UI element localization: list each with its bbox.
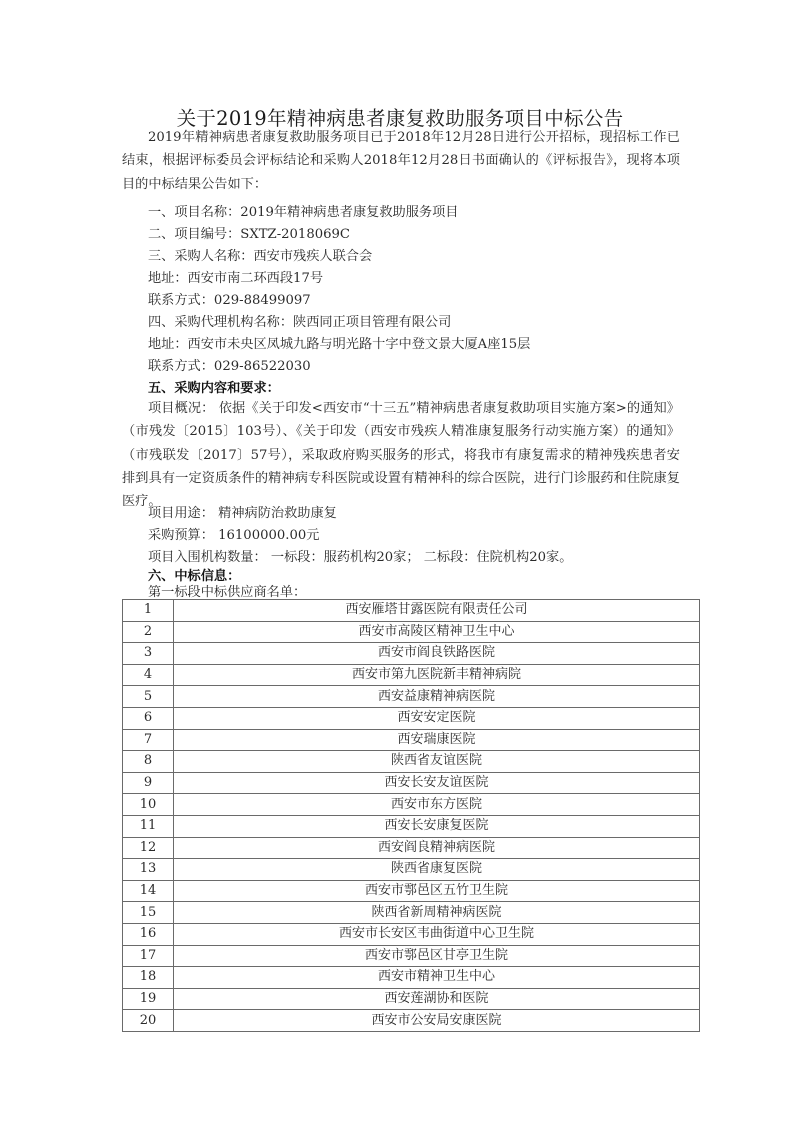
- row-number: 13: [123, 859, 174, 881]
- row-number: 12: [123, 837, 174, 859]
- project-usage: 项目用途： 精神病防治救助康复: [148, 506, 337, 521]
- row-number: 2: [123, 621, 174, 643]
- table-row: [123, 1010, 700, 1032]
- table-row: [123, 707, 700, 729]
- row-number: 14: [123, 880, 174, 902]
- supplier-name: 西安市第九医院新丰精神病院: [174, 664, 700, 686]
- table-row: [123, 988, 700, 1010]
- table-row: [123, 815, 700, 837]
- agency-contact: 联系方式：029-86522030: [148, 359, 311, 374]
- project-number: 二、项目编号：SXTZ-2018069C: [148, 227, 350, 242]
- supplier-name: 西安安定医院: [174, 707, 700, 729]
- table-row: [123, 902, 700, 924]
- supplier-name: 西安市高陵区精神卫生中心: [174, 621, 700, 643]
- table-row: [123, 729, 700, 751]
- row-number: 15: [123, 902, 174, 924]
- row-number: 20: [123, 1010, 174, 1032]
- supplier-name: 西安长安友谊医院: [174, 772, 700, 794]
- agency-address: 地址：西安市未央区凤城九路与明光路十字中登文景大厦A座15层: [148, 337, 531, 352]
- supplier-name: 西安市鄠邑区甘亭卫生院: [174, 945, 700, 967]
- table-row: [123, 621, 700, 643]
- row-number: 3: [123, 643, 174, 665]
- row-number: 17: [123, 945, 174, 967]
- table-row: [123, 880, 700, 902]
- supplier-name: 西安瑞康医院: [174, 729, 700, 751]
- project-budget: 采购预算： 16100000.00元: [148, 528, 320, 543]
- row-number: 4: [123, 664, 174, 686]
- supplier-name: 西安市长安区韦曲街道中心卫生院: [174, 923, 700, 945]
- supplier-name: 西安市东方医院: [174, 794, 700, 816]
- table-caption: 第一标段中标供应商名单：: [148, 585, 307, 600]
- row-number: 19: [123, 988, 174, 1010]
- supplier-name: 西安莲湖协和医院: [174, 988, 700, 1010]
- table-row: [123, 923, 700, 945]
- document-title: 关于2019年精神病患者康复救助服务项目中标公告: [176, 107, 624, 130]
- table-row: [123, 794, 700, 816]
- table-row: [123, 859, 700, 881]
- row-number: 9: [123, 772, 174, 794]
- overview-paragraph: 项目概况： 依据《关于印发<西安市“十三五”精神病患者康复救助项目实施方案>的通知》（市残发〔2015〕103号）、《关于印发（西安市残疾人精准康复服务行动实施方案）的通知》（市残联发〔2017〕57号），采取政府购买服务的形式，将我市有康复需求的精神残疾患者安排到具有一定资质条件的精神病专科医院或设置有精神科的综合医院，进行门诊服药和住院康复医疗。: [122, 401, 680, 510]
- row-number: 7: [123, 729, 174, 751]
- table-row: [123, 772, 700, 794]
- purchaser-name: 三、采购人名称：西安市残疾人联合会: [148, 249, 373, 264]
- row-number: 11: [123, 815, 174, 837]
- row-number: 16: [123, 923, 174, 945]
- supplier-name: 西安市鄠邑区五竹卫生院: [174, 880, 700, 902]
- table-row: [123, 945, 700, 967]
- row-number: 18: [123, 967, 174, 989]
- table-row: [123, 643, 700, 665]
- agency-name: 四、采购代理机构名称：陕西同正项目管理有限公司: [148, 315, 452, 330]
- supplier-table: [122, 599, 700, 1032]
- project-name: 一、项目名称：2019年精神病患者康复救助服务项目: [148, 205, 459, 220]
- supplier-name: 西安市公安局安康医院: [174, 1010, 700, 1032]
- table-row: [123, 600, 700, 622]
- supplier-name: 西安雁塔甘露医院有限责任公司: [174, 600, 700, 622]
- supplier-name: 陕西省新周精神病医院: [174, 902, 700, 924]
- purchaser-address: 地址：西安市南二环西段17号: [148, 271, 324, 286]
- table-row: [123, 967, 700, 989]
- intro-paragraph: 2019年精神病患者康复救助服务项目已于2018年12月28日进行公开招标，现招标工作已结束，根据评标委员会评标结论和采购人2018年12月28日书面确认的《评标报告》，现将本项目的中标结果公告如下：: [122, 130, 680, 192]
- row-number: 8: [123, 751, 174, 773]
- row-number: 10: [123, 794, 174, 816]
- supplier-name: 陕西省友谊医院: [174, 751, 700, 773]
- institution-count: 项目入围机构数量： 一标段：服药机构20家； 二标段：住院机构20家。: [148, 550, 573, 565]
- table-row: [123, 664, 700, 686]
- supplier-name: 西安阎良精神病医院: [174, 837, 700, 859]
- supplier-name: 西安长安康复医院: [174, 815, 700, 837]
- section5-heading: 五、采购内容和要求：: [148, 381, 280, 396]
- table-row: [123, 686, 700, 708]
- supplier-name: 陕西省康复医院: [174, 859, 700, 881]
- supplier-name: 西安益康精神病医院: [174, 686, 700, 708]
- supplier-name: 西安市阎良铁路医院: [174, 643, 700, 665]
- row-number: 5: [123, 686, 174, 708]
- supplier-name: 西安市精神卫生中心: [174, 967, 700, 989]
- section6-heading: 六、中标信息：: [148, 569, 241, 584]
- table-row: [123, 751, 700, 773]
- purchaser-contact: 联系方式：029-88499097: [148, 293, 311, 308]
- table-row: [123, 837, 700, 859]
- row-number: 6: [123, 707, 174, 729]
- row-number: 1: [123, 600, 174, 622]
